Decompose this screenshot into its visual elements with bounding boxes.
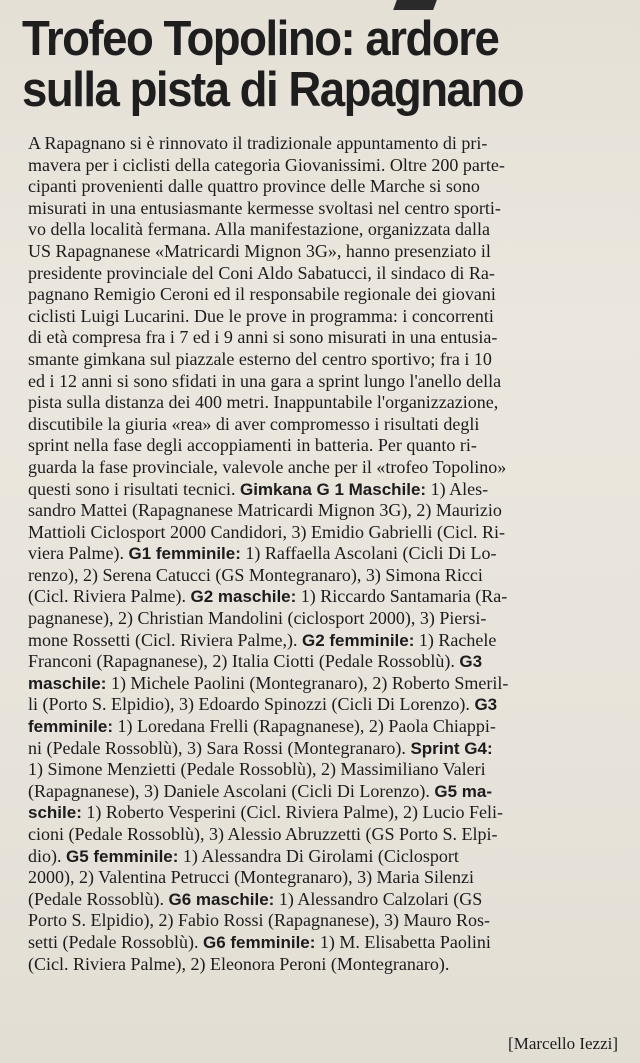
results-line <box>28 781 620 803</box>
body-line: ciclisti Luigi Lucarini. Due le prove in programma: i concorrenti <box>28 305 494 326</box>
results-text: 2000), 2) Valentina Petrucci (Montegranaro), 3) Maria Silenzi <box>28 867 475 888</box>
results-text: dio). <box>28 845 66 866</box>
results-text: 1) M. Elisabetta Paolini <box>315 931 491 952</box>
results-text: ni (Pedale Rossoblù), 3) Sara Rossi (Montegranaro). <box>28 737 411 758</box>
body-line: di età compresa fra i 7 ed i 9 anni si sono misurati in una entusia- <box>28 327 498 348</box>
results-line <box>28 716 620 738</box>
category-heading: maschile: <box>28 673 107 693</box>
results-line <box>28 522 620 544</box>
results-text: cioni (Pedale Rossoblù), 3) Alessio Abruzzetti (GS Porto S. Elpi- <box>28 824 498 844</box>
results-text: Porto S. Elpidio), 2) Fabio Rossi (Rapagnanese), 3) Mauro Ros- <box>28 910 490 931</box>
body-line: vo della località fermana. Alla manifestazione, organizzata dalla <box>28 219 490 240</box>
body-line: A Rapagnano si è rinnovato il tradizionale appuntamento di pri- <box>28 133 488 153</box>
results-line <box>28 824 620 846</box>
results-text: 1) Loredana Frelli (Rapagnanese), 2) Paola Chiappi- <box>113 716 496 737</box>
results-text: 1) Rachele <box>414 629 497 650</box>
results-text: setti (Pedale Rossoblù). <box>28 931 203 952</box>
results-text: Mattioli Ciclosport 2000 Candidori, 3) Emidio Gabrielli (Cicl. Ri- <box>28 521 505 542</box>
body-line: sprint nella fase degli accoppiamenti in batteria. Per quanto ri- <box>28 435 477 456</box>
results-line <box>28 694 620 716</box>
results-text: viera Palme). <box>28 543 129 564</box>
results-line <box>28 802 620 824</box>
author-signature: [Marcello Iezzi] <box>508 1034 618 1053</box>
headline <box>22 14 580 116</box>
results-line <box>28 608 620 630</box>
results-text: 1) Simone Menzietti (Pedale Rossoblù), 2) Massimiliano Valeri <box>28 759 486 780</box>
category-heading: G3 <box>459 652 483 672</box>
results-text: Franconi (Rapagnanese), 2) Italia Ciotti (Pedale Rossoblù). <box>28 651 460 672</box>
body-line: presidente provinciale del Coni Aldo Sabatucci, il sindaco di Ra- <box>28 262 495 283</box>
results-line <box>28 932 620 954</box>
headline-line-1: Trofeo Topolino: ardore <box>22 12 499 66</box>
results-text: 1) Roberto Vesperini (Cicl. Riviera Palme), 2) Lucio Feli- <box>81 802 503 823</box>
results-text: pagnanese), 2) Christian Mandolini (ciclosport 2000), 3) Piersi- <box>28 608 487 629</box>
results-text: 1) Alessandra Di Girolami (Ciclosport <box>178 845 459 866</box>
results-line <box>28 543 620 565</box>
results-line <box>28 565 620 587</box>
category-heading: G2 femminile: <box>301 630 415 650</box>
article-body <box>28 133 620 975</box>
category-heading: G6 femminile: <box>202 932 316 952</box>
category-heading: G6 maschile: <box>168 889 275 909</box>
results-text: (Cicl. Riviera Palme), 2) Eleonora Peroni (Montegranaro). <box>28 953 450 974</box>
results-line <box>28 910 620 932</box>
results-line <box>28 586 620 608</box>
results-text: 1) Riccardo Santamaria (Ra- <box>296 586 508 607</box>
results-text: renzo), 2) Serena Catucci (GS Montegranaro), 3) Simona Ricci <box>28 564 483 585</box>
body-line: mavera per i ciclisti della categoria Giovanissimi. Oltre 200 parte- <box>28 154 505 175</box>
results-text: (Cicl. Riviera Palme). <box>28 586 191 607</box>
results-text: (Pedale Rossoblù). <box>28 888 169 909</box>
category-heading: femminile: <box>28 717 114 737</box>
results-text: sandro Mattei (Rapagnanese Matricardi Mignon 3G), 2) Maurizio <box>28 500 502 521</box>
results-text: li (Porto S. Elpidio), 3) Edoardo Spinozzi (Cicli Di Lorenzo). <box>28 694 475 715</box>
results-line <box>28 846 620 868</box>
category-heading: Gimkana G 1 Maschile: <box>239 479 427 499</box>
body-line: ed i 12 anni si sono sfidati in una gara a sprint lungo l'anello della <box>28 370 502 391</box>
body-line: discutibile la giuria «rea» di aver compromesso i risultati degli <box>28 413 480 434</box>
body-line: smante gimkana sul piazzale esterno del centro sportivo; fra i 10 <box>28 348 492 369</box>
category-heading: Sprint G4: <box>410 738 493 758</box>
results-text: 1) Raffaella Ascolani (Cicli Di Lo- <box>240 543 497 564</box>
body-line: cipanti provenienti dalle quattro province delle Marche si sono <box>28 176 480 197</box>
category-heading: G5 ma- <box>434 781 492 801</box>
category-heading: G3 <box>474 695 498 715</box>
results-text: (Rapagnanese), 3) Daniele Ascolani (Cicli Di Lorenzo). <box>28 780 435 801</box>
results-line <box>28 500 620 522</box>
results-line <box>28 651 620 673</box>
results-line <box>28 630 620 652</box>
results-line <box>28 954 620 976</box>
body-line: guarda la fase provinciale, valevole anche per il «trofeo Topolino» <box>28 456 507 477</box>
body-line: pista sulla distanza dei 400 metri. Inappuntabile l'organizzazione, <box>28 392 499 413</box>
category-heading: G2 maschile: <box>190 587 297 607</box>
headline-line-2: sulla pista di Rapagnano <box>22 63 524 117</box>
body-line: pagnano Remigio Ceroni ed il responsabile regionale dei giovani <box>28 284 496 305</box>
results-line <box>28 738 620 760</box>
body-line: US Rapagnanese «Matricardi Mignon 3G», hanno presenziato il <box>28 240 491 261</box>
results-line <box>28 889 620 911</box>
body-line: misurati in una entusiasmante kermesse svoltasi nel centro sporti- <box>28 197 501 218</box>
previous-article-fragment <box>393 0 437 10</box>
category-heading: G5 femminile: <box>66 846 179 866</box>
results-text: 1) Ales- <box>426 478 489 499</box>
results-line <box>28 759 620 781</box>
results-line <box>28 867 620 889</box>
results-text: 1) Michele Paolini (Montegranaro), 2) Roberto Smeril- <box>106 672 509 693</box>
results-text: 1) Alessandro Calzolari (GS <box>274 888 483 909</box>
category-heading: schile: <box>28 803 82 823</box>
results-line <box>28 673 620 695</box>
results-text: mone Rossetti (Cicl. Riviera Palme,). <box>28 629 302 650</box>
body-line: questi sono i risultati tecnici. Gimkana G 1 Maschile: 1) Ales- <box>28 478 489 499</box>
category-heading: G1 femminile: <box>128 544 241 564</box>
